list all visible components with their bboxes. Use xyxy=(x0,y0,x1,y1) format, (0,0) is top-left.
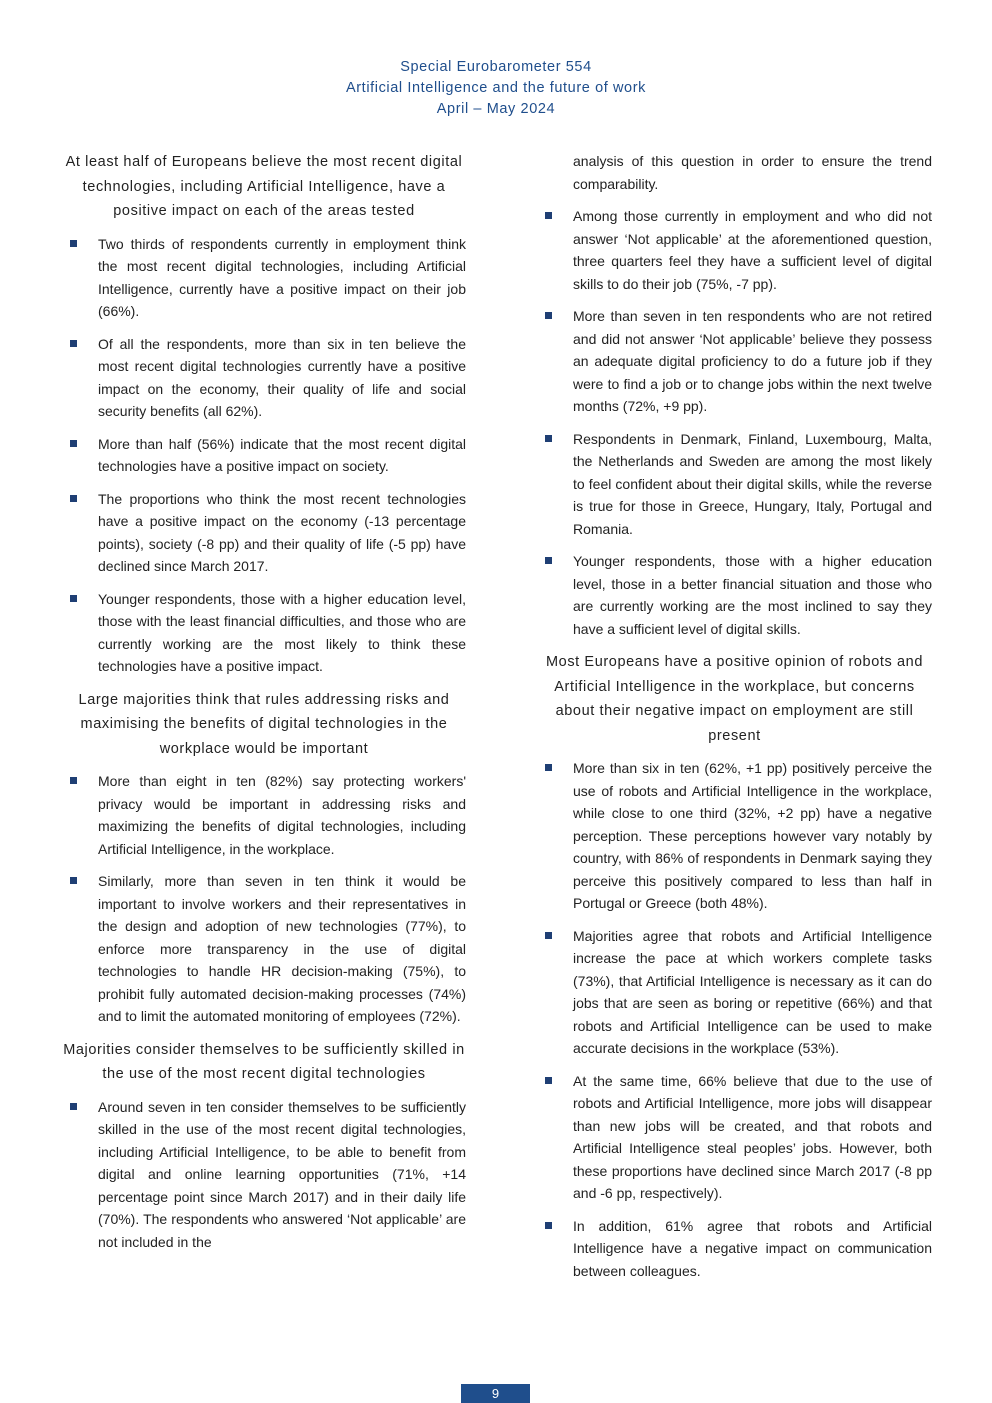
bullet-item xyxy=(62,333,466,423)
bullet-item xyxy=(62,870,466,1028)
square-bullet-icon xyxy=(545,1077,552,1084)
section-heading: At least half of Europeans believe the most recent digital technologies, including Artificial Intelligence, have a positive impact on each of the areas tested xyxy=(65,154,463,219)
bullet-item xyxy=(62,233,466,323)
bullet-text: Two thirds of respondents currently in employment think the most recent digital technologies, including Artificial Intelligence, currently have a positive impact on their job (66%). xyxy=(98,235,466,319)
bullet-text: More than eight in ten (82%) say protecting workers' privacy would be important in addressing risks and maximizing the benefits of digital technologies, including Artificial Intelligence, in the workplace. xyxy=(98,773,466,857)
right-column xyxy=(537,150,932,1292)
bullet-text: More than six in ten (62%, +1 pp) positively perceive the use of robots and Artificial Intelligence in the workplace, while close to one third (32%, +2 pp) have a negative perception. These perceptions however vary notably by country, with 86% of respondents in Denmark saying they perceive this positively compared to less than half in Portugal or Greece (both 48%). xyxy=(573,760,932,911)
square-bullet-icon xyxy=(70,440,77,447)
bullet-text: analysis of this question in order to ensure the trend comparability. xyxy=(573,153,932,192)
square-bullet-icon xyxy=(545,932,552,939)
square-bullet-icon xyxy=(70,877,77,884)
bullet-item xyxy=(537,1215,932,1283)
report-date: April – May 2024 xyxy=(436,101,556,117)
square-bullet-icon xyxy=(545,212,552,219)
section-heading: Most Europeans have a positive opinion of robots and Artificial Intelligence in the workplace, but concerns about their negative impact on employment are still present xyxy=(545,654,923,744)
bullet-item xyxy=(537,757,932,915)
report-title: Special Eurobarometer 554 xyxy=(400,59,592,75)
continued-text xyxy=(537,150,932,195)
bullet-text: More than half (56%) indicate that the most recent digital technologies have a positive impact on society. xyxy=(98,435,466,474)
square-bullet-icon xyxy=(545,435,552,442)
square-bullet-icon xyxy=(70,340,77,347)
bullet-text: Of all the respondents, more than six in ten believe the most recent digital technologies currently have a positive impact on the economy, their quality of life and social security benefits (all 62%). xyxy=(98,335,466,419)
bullet-item xyxy=(62,588,466,678)
bullet-item xyxy=(537,305,932,418)
bullet-text: Majorities agree that robots and Artificial Intelligence increase the pace at which workers complete tasks (73%), that Artificial Intelligence is necessary as it can do jobs that are seen as boring or repetitive (66%) and that robots and Artificial Intelligence can be used to make accurate decisions in the workplace (53%). xyxy=(573,927,932,1056)
section-heading: Large majorities think that rules addressing risks and maximising the benefits of digital technologies in the workplace would be important xyxy=(78,691,450,757)
bullet-item xyxy=(62,1096,466,1254)
section-heading: Majorities consider themselves to be sufficiently skilled in the use of the most recent digital technologies xyxy=(63,1041,465,1082)
square-bullet-icon xyxy=(545,1222,552,1229)
bullet-item xyxy=(62,433,466,478)
square-bullet-icon xyxy=(545,557,552,564)
bullet-text: Among those currently in employment and who did not answer ‘Not applicable’ at the aforementioned question, three quarters feel they have a sufficient level of digital skills to do their job (75%, -7 pp). xyxy=(573,208,932,292)
bullet-text: At the same time, 66% believe that due to the use of robots and Artificial Intelligence, more jobs will disappear than new jobs will be created, and that robots and Artificial Intelligence steal peoples’ jobs. However, both these proportions have declined since March 2017 (-8 pp and -6 pp, respectively). xyxy=(573,1072,932,1201)
square-bullet-icon xyxy=(70,777,77,784)
bullet-item xyxy=(62,770,466,860)
bullet-text: Around seven in ten consider themselves to be sufficiently skilled in the use of the most recent digital technologies, including Artificial Intelligence, to be able to benefit from digital and online learning opportunities (71%, +14 percentage point since March 2017) and in their daily life (70%). The respondents who answered ‘Not applicable’ are not included in the xyxy=(98,1098,466,1250)
square-bullet-icon xyxy=(545,312,552,319)
bullet-text: In addition, 61% agree that robots and Artificial Intelligence have a negative impact on communication between colleagues. xyxy=(573,1217,932,1279)
bullet-text: Similarly, more than seven in ten think it would be important to involve workers and their representatives in the design and adoption of new technologies (77%), to enforce more transparency in the use of digital technologies to handle HR decision-making (75%), to prohibit fully automated decision-making processes (74%) and to limit the automated monitoring of employees (72%). xyxy=(98,873,466,1024)
bullet-item xyxy=(537,428,932,541)
page-number: 9 xyxy=(461,1384,530,1403)
bullet-item xyxy=(537,925,932,1060)
bullet-item xyxy=(537,1070,932,1205)
bullet-item xyxy=(62,488,466,578)
report-subtitle: Artificial Intelligence and the future of work xyxy=(345,80,647,96)
square-bullet-icon xyxy=(545,764,552,771)
bullet-text: Respondents in Denmark, Finland, Luxembourg, Malta, the Netherlands and Sweden are among the most likely to feel confident about their digital skills, while the reverse is true for those in Greece, Hungary, Italy, Portugal and Romania. xyxy=(573,430,932,537)
bullet-item xyxy=(537,205,932,295)
bullet-text: Younger respondents, those with a higher education level, those in a better financial situation and those who are currently working are the most inclined to say they have a sufficient level of digital skills. xyxy=(573,553,932,637)
square-bullet-icon xyxy=(70,1103,77,1110)
bullet-text: The proportions who think the most recent technologies have a positive impact on the economy (-13 percentage points), society (-8 pp) and their quality of life (-5 pp) have declined since March 2017. xyxy=(98,490,466,574)
bullet-text: More than seven in ten respondents who are not retired and did not answer ‘Not applicable’ believe they possess an adequate digital proficiency to do a future job if they were to find a job or to change jobs within the next twelve months (72%, +9 pp). xyxy=(573,308,932,414)
square-bullet-icon xyxy=(70,595,77,602)
square-bullet-icon xyxy=(70,495,77,502)
bullet-item xyxy=(537,550,932,640)
page-header xyxy=(0,57,992,120)
left-column xyxy=(62,150,466,1263)
square-bullet-icon xyxy=(70,240,77,247)
bullet-text: Younger respondents, those with a higher education level, those with the least financial difficulties, and those who are currently working are the most likely to think these technologies have a positive impact. xyxy=(98,590,466,674)
